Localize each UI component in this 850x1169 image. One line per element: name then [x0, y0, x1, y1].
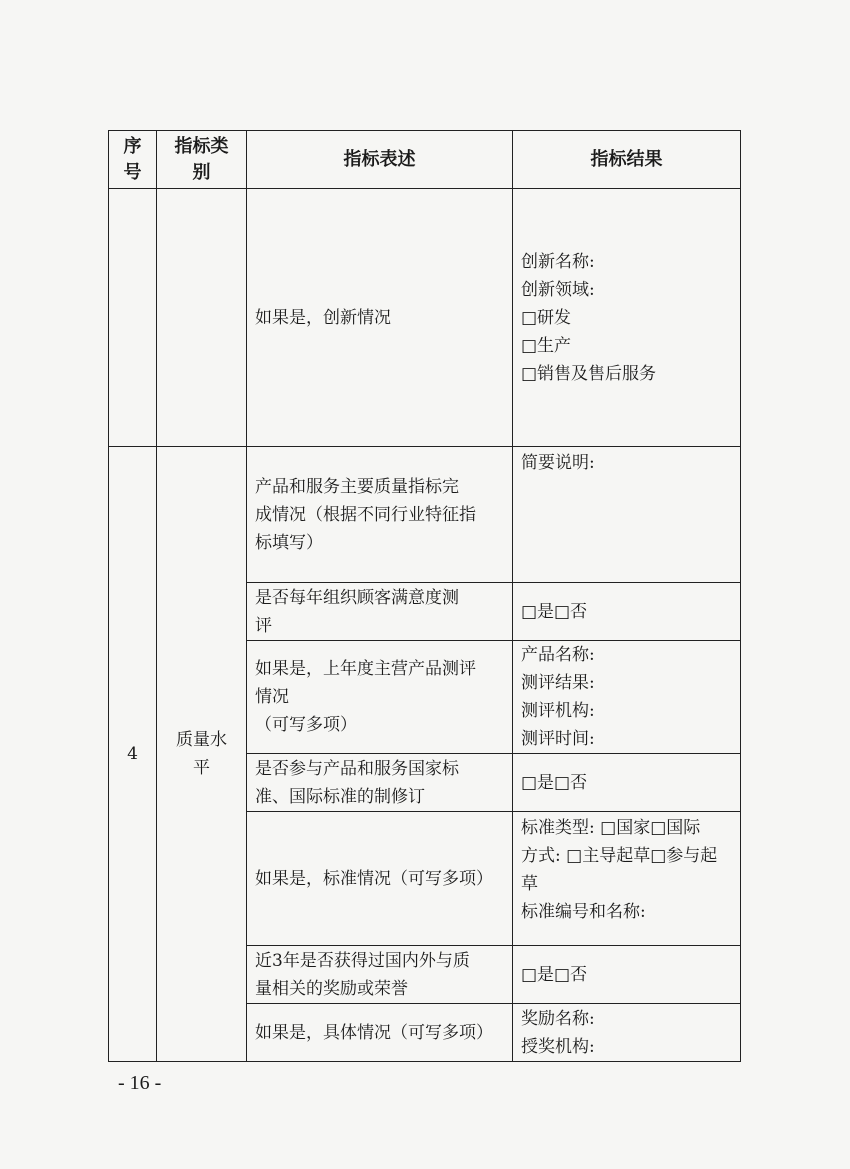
cell-quality-indicators-desc: 产品和服务主要质量指标完 成情况（根据不同行业特征指 标填写） [247, 447, 513, 583]
award-agency-label[interactable]: 授奖机构: [521, 1036, 595, 1057]
cell-section-number: 4 [109, 447, 157, 1062]
cell-satisfaction-detail-desc: 如果是，上年度主营产品测评 情况 （可写多项） [247, 641, 513, 754]
indicator-table [108, 130, 741, 1062]
cell-satisfaction-result[interactable]: □是□否 [513, 583, 741, 641]
cell-section-category: 质量水 平 [157, 447, 247, 1062]
checkbox-production[interactable]: □生产 [521, 335, 572, 356]
header-category: 指标类 别 [157, 131, 247, 189]
standard-type-options[interactable]: 标准类型: □国家□国际 [521, 818, 701, 838]
checkbox-rnd[interactable]: □研发 [521, 307, 572, 328]
cell-standards-desc: 是否参与产品和服务国家标 准、国际标准的制修订 [247, 754, 513, 812]
table-header-row [109, 131, 741, 189]
award-name-label[interactable]: 奖励名称: [521, 1008, 595, 1029]
cell-serial-empty [109, 189, 157, 447]
cell-standards-result[interactable]: □是□否 [513, 754, 741, 812]
table-row-innovation [109, 189, 741, 447]
evaluation-agency-label[interactable]: 测评机构: [521, 701, 595, 721]
cell-satisfaction-detail-result [513, 641, 741, 754]
cell-awards-result[interactable]: □是□否 [513, 946, 741, 1004]
standard-method-options[interactable]: 方式: □主导起草□参与起 [521, 846, 718, 866]
header-result: 指标结果 [513, 131, 741, 189]
cell-category-empty [157, 189, 247, 447]
cell-innovation-desc: 如果是，创新情况 [247, 189, 513, 447]
cell-innovation-result [513, 189, 741, 447]
innovation-field-label: 创新领域: [521, 279, 595, 300]
standard-number-label[interactable]: 标准编号和名称: [521, 902, 646, 922]
cell-awards-detail-result [513, 1004, 741, 1062]
evaluation-time-label[interactable]: 测评时间: [521, 729, 595, 749]
product-name-label[interactable]: 产品名称: [521, 645, 595, 665]
brief-description-label[interactable]: 简要说明: [521, 453, 595, 473]
cell-standards-detail-result: 标准类型: □国家□国际 方式: □主导起草□参与起 草 标准编号和名称: [513, 812, 741, 946]
table-row-quality-indicators [109, 447, 741, 583]
cell-satisfaction-desc: 是否每年组织顾客满意度测 评 [247, 583, 513, 641]
page-number: - 16 - [118, 1072, 162, 1094]
cell-quality-indicators-result [513, 447, 741, 583]
cell-awards-desc: 近3年是否获得过国内外与质 量相关的奖励或荣誉 [247, 946, 513, 1004]
cell-awards-detail-desc: 如果是，具体情况（可写多项） [247, 1004, 513, 1062]
cell-standards-detail-desc: 如果是，标准情况（可写多项） [247, 812, 513, 946]
header-serial-no: 序 号 [109, 131, 157, 189]
evaluation-result-label[interactable]: 测评结果: [521, 673, 595, 693]
header-description: 指标表述 [247, 131, 513, 189]
innovation-name-label: 创新名称: [521, 251, 595, 272]
checkbox-sales-service[interactable]: □销售及售后服务 [521, 363, 657, 384]
